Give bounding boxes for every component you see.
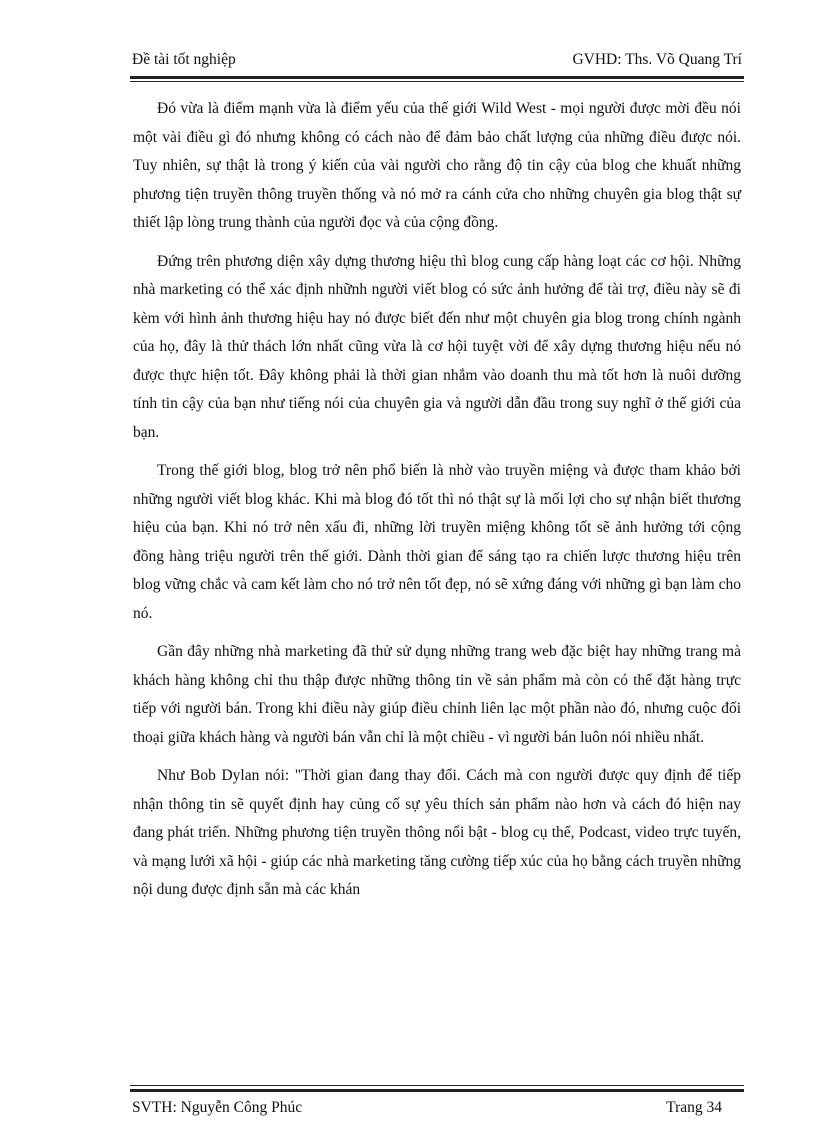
header-advisor: GVHD: Ths. Võ Quang Trí: [572, 51, 742, 68]
footer-rule-thick: [130, 1089, 744, 1092]
paragraph: Gần đây những nhà marketing đã thử sử dụng những trang web đặc biệt hay những trang mà khách hàng không chỉ thu thập được những thông tin về sản phẩm mà còn có thể đặt hàng trực tiếp với người bán. Trong khi điều này giúp điều chỉnh liên lạc một phần nào đó, nhưng cuộc đối thoại giữa khách hàng và người bán vẫn chỉ là một chiều - vì người bán luôn nói nhiều nhất.: [133, 643, 741, 746]
header-thesis-title: Đề tài tốt nghiệp: [132, 51, 236, 68]
paragraph: Như Bob Dylan nói: "Thời gian đang thay đổi. Cách mà con người được quy định để tiếp nhận thông tin sẽ quyết định hay củng cố sự yêu thích sản phẩm nào hơn và cách đó hiện nay đang phát triển. Những phương tiện truyền thông nổi bật - blog cụ thể, Podcast, video trực tuyến, và mạng lưới xã hội - giúp các nhà marketing tăng cường tiếp xúc của họ bằng cách truyền những nội dung được định sẵn mà các khán: [133, 767, 741, 898]
page-number: Trang 34: [666, 1099, 722, 1116]
footer-student: SVTH: Nguyễn Công Phúc: [132, 1099, 303, 1116]
paragraph: Trong thế giới blog, blog trở nên phổ biến là nhờ vào truyền miệng và được tham khảo bởi những người viết blog khác. Khi mà blog đó tốt thì nó thật sự là mối lợi cho sự nhận biết thương hiệu của bạn. Khi nó trở nên xấu đi, những lời truyền miệng không tốt sẽ ảnh hưởng tới cộng đồng hàng triệu người trên thế giới. Dành thời gian để sáng tạo ra chiến lược thương hiệu trên blog vững chắc và cam kết làm cho nó trở nên tốt đẹp, nó sẽ xứng đáng với những gì bạn làm cho nó.: [133, 462, 741, 622]
paragraph: Đứng trên phương diện xây dựng thương hiệu thì blog cung cấp hàng loạt các cơ hội. Những nhà marketing có thể xác định nhữnh người viết blog có sức ảnh hưởng để tài trợ, điều này sẽ đi kèm với hình ảnh thương hiệu hay nó được biết đến như một chuyên gia blog trong chính ngành của họ, đây là thử thách lớn nhất cũng vừa là cơ hội tuyệt vời để xây dựng thương hiệu nếu nó được thực hiện tốt. Đây không phải là thời gian nhắm vào doanh thu mà tốt hơn là nuôi dưỡng tính tin cậy của bạn như tiếng nói của chuyên gia và người dẫn đầu trong suy nghĩ ở thế giới của bạn.: [133, 252, 741, 441]
body-text: [133, 95, 741, 905]
header-rule-thin: [130, 81, 744, 82]
paragraph: Đó vừa là điểm mạnh vừa là điểm yếu của thế giới Wild West - mọi người được mời đều nói một vài điều gì đó nhưng không có cách nào để đảm bảo chất lượng của những điều được nói. Tuy nhiên, sự thật là trong ý kiến của vài người cho rằng độ tin cậy của blog che khuất những phương tiện truyền thông truyền thống và nó mở ra cánh cửa cho những chuyên gia blog thật sự thiết lập lòng trung thành của người đọc và của cộng đồng.: [133, 100, 741, 231]
page-footer: [132, 1098, 722, 1118]
footer-rule-thin: [130, 1085, 744, 1086]
page-header: [132, 50, 742, 70]
header-rule-thick: [130, 76, 744, 79]
